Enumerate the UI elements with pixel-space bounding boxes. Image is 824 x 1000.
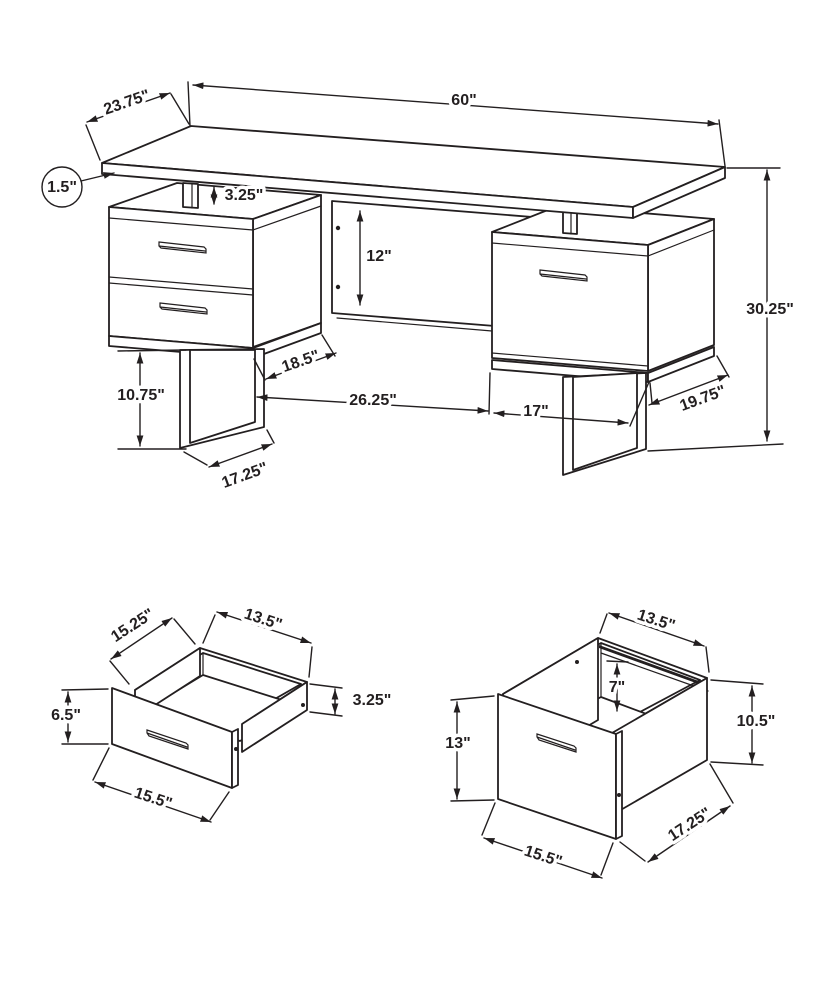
- desk-left-leg: [180, 349, 264, 448]
- desk-right-leg: [563, 373, 646, 475]
- file-drawer-view: [445, 607, 775, 878]
- dim-small-front-width: 15.5": [132, 784, 175, 813]
- small-drawer-view: [51, 606, 391, 822]
- dim-file-front-height: 13": [445, 735, 471, 753]
- right-pedestal-side-face: [648, 219, 714, 371]
- dim-file-inner-back-height: 7": [608, 679, 626, 697]
- desk-right-pedestal: [492, 206, 714, 382]
- dim-desk-overall-height: 30.25": [746, 301, 794, 319]
- dim-file-inner-width: 13.5": [635, 606, 678, 635]
- dim-small-front-height: 6.5": [51, 707, 81, 725]
- panel-screw: [336, 285, 340, 289]
- drawer-screw: [575, 660, 579, 664]
- dim-desk-top-depth: 23.75": [101, 86, 153, 119]
- dim-desk-top-thickness: 1.5": [47, 179, 77, 197]
- desk-assembly-view: [42, 82, 794, 492]
- dim-desk-top-gap: 3.25": [224, 187, 264, 205]
- dim-desk-knee-width: 26.25": [349, 392, 397, 410]
- right-pedestal-front-face: [492, 232, 648, 371]
- dim-file-side-depth: 17.25": [665, 804, 715, 845]
- dim-desk-leg-runner: 17.25": [219, 459, 271, 492]
- dim-desk-knee-height: 12": [366, 248, 392, 266]
- dim-desk-pedestal-depth: 18.5": [279, 347, 322, 377]
- dim-file-front-width: 15.5": [522, 842, 565, 871]
- dim-small-inner-width: 13.5": [242, 605, 285, 634]
- dim-desk-top-length: 60": [451, 92, 477, 110]
- dim-desk-right-depth: 19.75": [677, 382, 729, 415]
- dim-desk-leg-height: 10.75": [117, 387, 165, 405]
- dim-small-side-depth: 15.25": [108, 605, 158, 646]
- dim-small-side-height: 3.25": [352, 692, 392, 710]
- right-support-post: [563, 212, 577, 234]
- drawer-screw: [234, 747, 238, 751]
- dim-desk-right-width: 17": [523, 403, 549, 421]
- drawer-screw: [617, 793, 621, 797]
- drawer-screw: [301, 703, 305, 707]
- left-support-post: [183, 183, 198, 208]
- panel-screw: [336, 226, 340, 230]
- dim-file-side-height: 10.5": [736, 713, 776, 731]
- desk-left-pedestal: [109, 183, 321, 358]
